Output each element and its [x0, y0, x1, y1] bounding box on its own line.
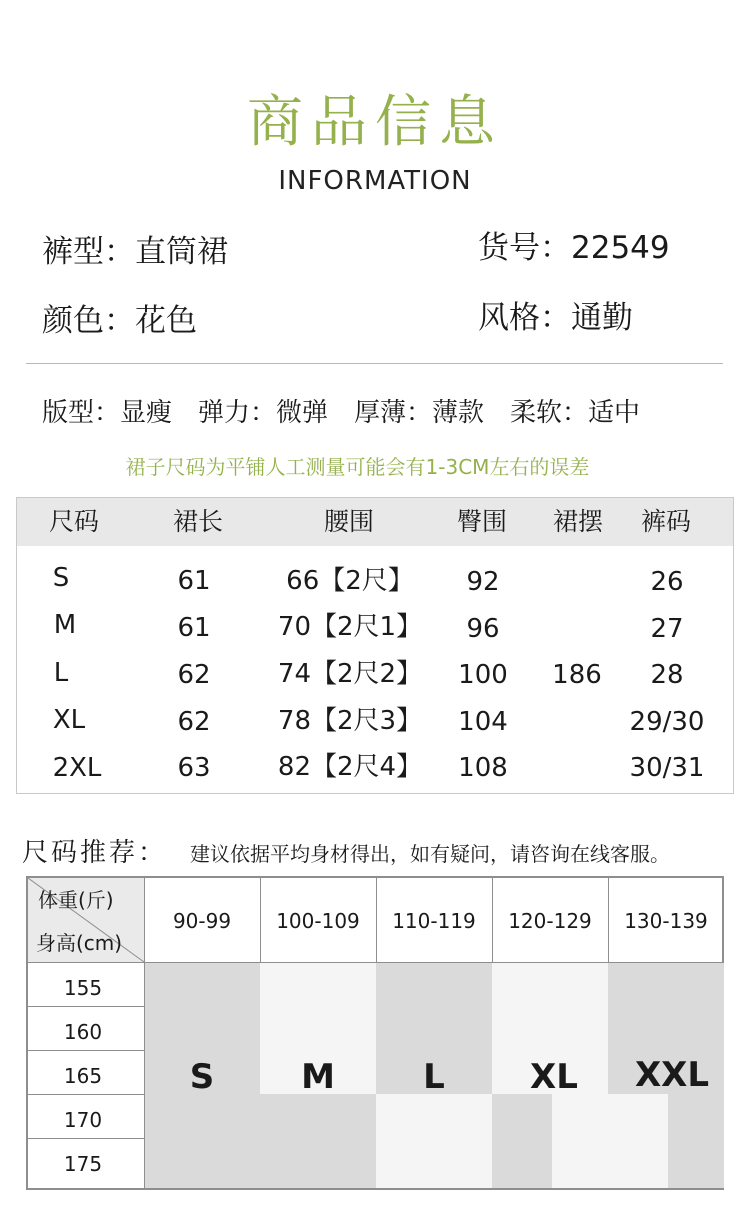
weight-header: 90-99: [172, 909, 232, 933]
table-cell: 78【2尺3】: [277, 706, 423, 736]
attr-style: 风格：通勤: [478, 300, 633, 336]
table-cell: 104: [458, 707, 508, 737]
table-cell: 61: [177, 613, 211, 643]
weight-header: 120-129: [508, 909, 592, 933]
table-cell: 28: [650, 660, 684, 690]
page-title: 商品信息: [247, 90, 503, 155]
feature-thickness: 厚薄：薄款: [354, 398, 485, 428]
attr-item-no: 货号：22549: [478, 230, 670, 266]
size-table: [16, 497, 734, 794]
size-recommendation: M: [301, 1057, 335, 1097]
feature-fit: 版型：显瘦: [42, 398, 173, 428]
table-cell: 108: [458, 753, 508, 783]
size-recommendation: S: [189, 1057, 215, 1097]
table-cell: L: [53, 658, 69, 688]
weight-label: 体重(斤): [38, 888, 114, 912]
header-size: 尺码: [48, 507, 100, 536]
table-cell: 186: [552, 660, 602, 690]
feature-elasticity: 弹力：微弹: [198, 398, 329, 428]
table-cell: 29/30: [629, 707, 705, 737]
attr-type: 裤型：直筒裙: [42, 234, 228, 270]
height-row-label: 160: [63, 1020, 103, 1044]
feature-list: [42, 393, 640, 433]
measurement-note: 裙子尺码为平铺人工测量可能会有1-3CM左右的误差: [125, 455, 590, 479]
table-cell: 26: [650, 567, 684, 597]
header-length: 裙长: [172, 507, 224, 536]
table-cell: 27: [650, 614, 684, 644]
size-recommendation: XL: [530, 1057, 578, 1097]
recommendation-text: 建议依据平均身材得出，如有疑问，请咨询在线客服。: [190, 842, 670, 866]
table-cell: 74【2尺2】: [277, 659, 423, 689]
table-cell: M: [53, 610, 77, 640]
header-hip: 臀围: [456, 507, 508, 536]
weight-header: 110-119: [392, 909, 476, 933]
divider: [26, 363, 723, 364]
attr-color: 颜色：花色: [42, 303, 197, 339]
table-cell: 92: [466, 567, 500, 597]
table-cell: 82【2尺4】: [277, 752, 423, 782]
height-row-label: 155: [63, 976, 103, 1000]
table-cell: XL: [52, 705, 86, 735]
table-cell: 66【2尺】: [286, 566, 414, 596]
height-label: 身高(cm): [36, 931, 123, 955]
header-pants-size: 裤码: [640, 507, 692, 536]
feature-softness: 柔软：适中: [510, 398, 641, 428]
weight-header: 130-139: [624, 909, 708, 933]
table-cell: 30/31: [629, 753, 705, 783]
size-table-header: [17, 498, 733, 546]
header-waist: 腰围: [323, 507, 375, 536]
table-cell: 62: [177, 660, 211, 690]
table-cell: 2XL: [52, 753, 102, 783]
header-hem: 裙摆: [552, 507, 604, 536]
table-cell: 63: [177, 753, 211, 783]
table-cell: 70【2尺1】: [277, 612, 423, 642]
size-recommendation: L: [423, 1057, 445, 1097]
height-row-label: 170: [63, 1108, 103, 1132]
table-cell: 61: [177, 566, 211, 596]
height-row-label: 175: [63, 1152, 103, 1176]
size-recommendation: XXL: [634, 1055, 710, 1095]
table-cell: S: [52, 563, 70, 593]
size-recommendation-grid: [26, 876, 724, 1190]
table-cell: 96: [466, 614, 500, 644]
table-cell: 62: [177, 707, 211, 737]
weight-header: 100-109: [276, 909, 360, 933]
recommendation-title: 尺码推荐：: [22, 838, 168, 868]
height-row-label: 165: [63, 1064, 103, 1088]
page-subtitle: INFORMATION: [278, 166, 472, 196]
table-cell: 100: [458, 660, 508, 690]
